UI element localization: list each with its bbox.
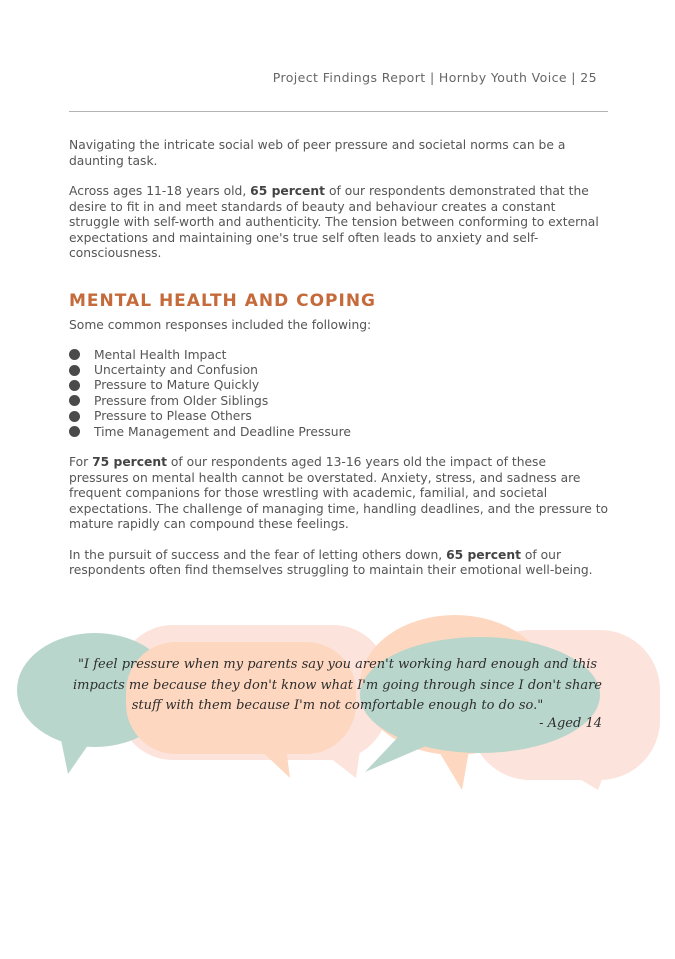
bullet-icon xyxy=(69,426,80,437)
impact-paragraph: For 75 percent of our respondents aged 13-16 years old the impact of these pressures on mental health cannot be overstated. Anxiety, stress, and sadness are frequent companions for those wrestling with academic, familial, and societal expectations. The challenge of managing time, handling deadlines, and the pressure to mature rapidly can compound these feelings. xyxy=(69,455,609,532)
intro-paragraph: Navigating the intricate social web of peer pressure and societal norms can be a daunting task. xyxy=(69,138,566,168)
stat-65-percent-wellbeing: 65 percent xyxy=(446,547,521,562)
findings-paragraph: Across ages 11-18 years old, 65 percent of our respondents demonstrated that the desire to fit in and meet standards of beauty and behaviour creates a constant struggle with self-worth and authenticity. The tension between conforming to external expectations and maintaining one's true self often leads to anxiety and self-consciousness. xyxy=(69,184,599,260)
section-title: MENTAL HEALTH AND COPING xyxy=(69,290,377,311)
list-item: Uncertainty and Confusion xyxy=(69,362,609,377)
bullet-icon xyxy=(69,380,80,391)
youth-quote: "I feel pressure when my parents say you aren't working hard enough and this impacts me because they don't know what I'm going through since I don't share stuff with them because I'm not comfortable enough to do so." xyxy=(73,657,602,713)
main-content xyxy=(69,138,609,579)
bullet-icon xyxy=(69,365,80,376)
header-divider xyxy=(69,111,608,112)
bullet-icon xyxy=(69,395,80,406)
quote-attribution: - Aged 14 xyxy=(539,716,602,731)
list-item: Pressure to Mature Quickly xyxy=(69,378,609,393)
list-item: Time Management and Deadline Pressure xyxy=(69,424,609,439)
responses-list xyxy=(69,347,609,439)
list-item: Pressure to Please Others xyxy=(69,409,609,424)
stat-65-percent: 65 percent xyxy=(250,184,326,198)
bullet-icon xyxy=(69,349,80,360)
wellbeing-paragraph: In the pursuit of success and the fear of letting others down, 65 percent of our respondents often find themselves struggling to maintain their emotional well-being. xyxy=(69,547,593,578)
stat-75-percent: 75 percent xyxy=(92,455,167,470)
list-item: Mental Health Impact xyxy=(69,347,609,362)
list-item: Pressure from Older Siblings xyxy=(69,393,609,408)
bullet-icon xyxy=(69,411,80,422)
page-header: Project Findings Report | Hornby Youth Voice | 25 xyxy=(272,70,597,85)
section-intro: Some common responses included the following: xyxy=(69,317,372,332)
